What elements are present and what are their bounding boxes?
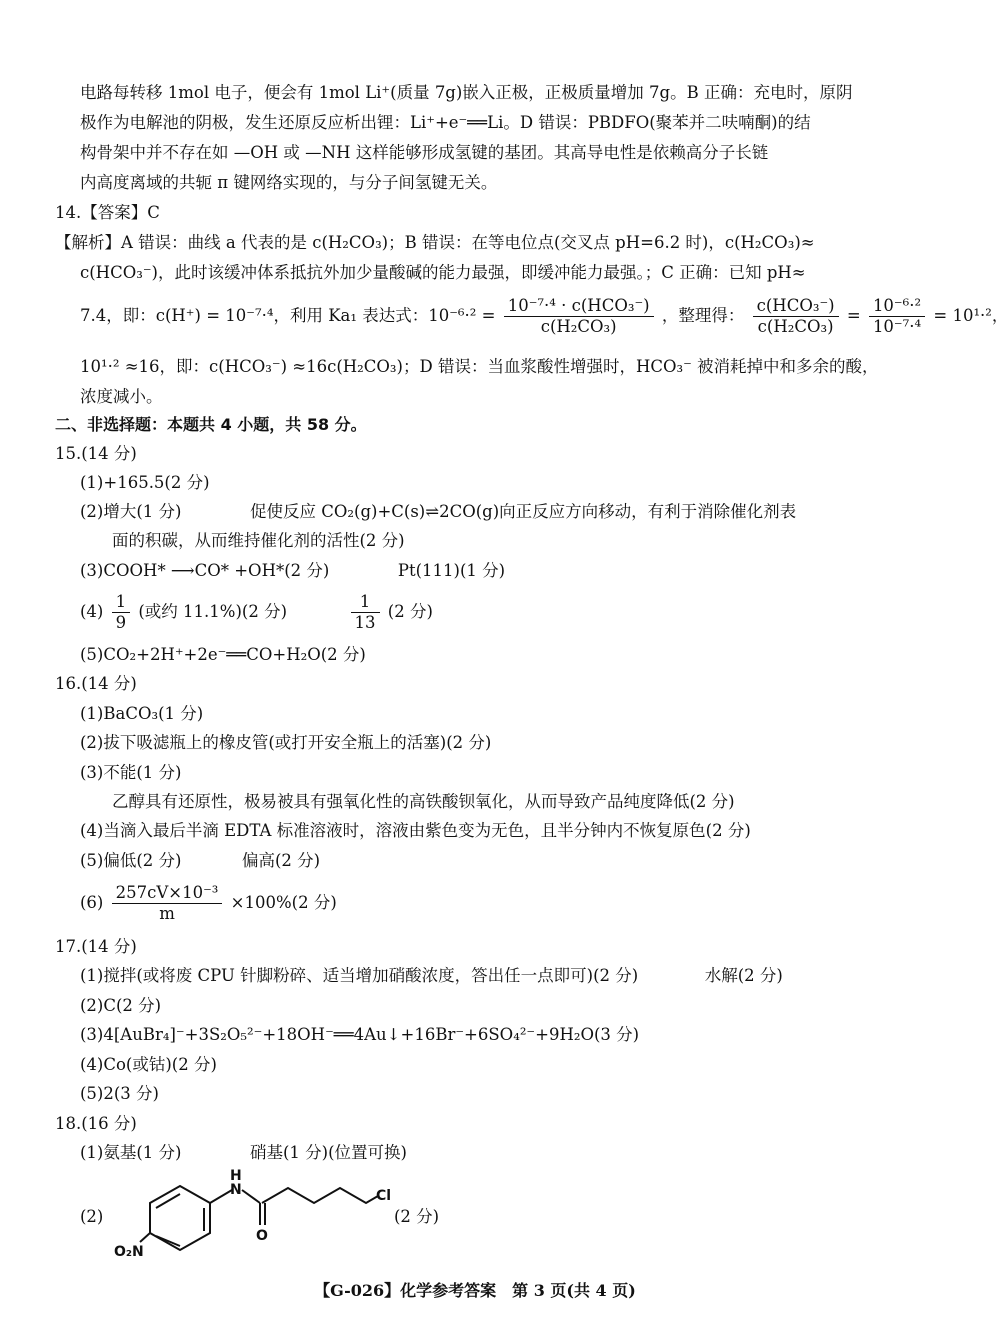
structure-diagram xyxy=(110,1170,410,1260)
q14-line-2: c(HCO₃⁻)，此时该缓冲体系抵抗外加少量酸碱的能力最强，即缓冲能力最强。；C 正确：已知 pH≈ xyxy=(80,263,806,282)
q16-part-2: (2)拔下吸滤瓶上的橡皮管(或打开安全瓶上的活塞)(2 分) xyxy=(80,733,492,752)
q15-fraction-1-denominator: 9 xyxy=(115,613,127,632)
q16-part-5-b: 偏高(2 分) xyxy=(242,851,321,870)
atom-n-label: N xyxy=(230,1182,242,1198)
nh-to-carbonyl-bond xyxy=(242,1190,260,1203)
q16-part-6 xyxy=(80,883,337,924)
ring-to-nitro-bond xyxy=(140,1233,150,1242)
ratio-fraction-denominator: c(H₂CO₃) xyxy=(757,317,834,336)
q15-part-4 xyxy=(80,592,433,633)
q17-part-1 xyxy=(80,965,783,987)
q18-part-1 xyxy=(80,1142,407,1164)
q14-line-3-c: = xyxy=(846,306,861,325)
atom-h-label: H xyxy=(230,1168,242,1184)
purity-fraction-denominator: m xyxy=(159,904,175,923)
q14-line-4: 10¹·² ≈16，即：c(HCO₃⁻) ≈16c(H₂CO₃)；D 错误：当血浆酸性增强时，HCO₃⁻ 被消耗掉中和多余的酸， xyxy=(80,357,879,376)
atom-o-label: O xyxy=(256,1228,268,1244)
q13-line-4: 内高度离域的共轭 π 键网络实现的，与分子间氢键无关。 xyxy=(80,173,498,192)
q17-header: 17.(14 分) xyxy=(55,937,137,956)
q15-fraction-2-numerator: 1 xyxy=(351,592,380,613)
q17-part-3: (3)4[AuBr₄]⁻+3S₂O₅²⁻+18OH⁻══4Au↓+16Br⁻+6SO₄²⁻+9H₂O(3 分) xyxy=(80,1025,640,1044)
q15-part-2-a: (2)增大(1 分) xyxy=(80,502,182,521)
q17-part-2: (2)C(2 分) xyxy=(80,996,162,1015)
q17-part-4: (4)Co(或钴)(2 分) xyxy=(80,1055,217,1074)
q17-part-1-a: (1)搅拌(或将废 CPU 针脚粉碎、适当增加硝酸浓度，答出任一点即可)(2 分) xyxy=(80,966,639,985)
q15-part-3 xyxy=(80,560,505,582)
q15-part-4-prefix: (4) xyxy=(80,602,104,621)
q15-fraction-2 xyxy=(351,592,380,633)
q13-line-1: 电路每转移 1mol 电子，便会有 1mol Li⁺(质量 7g)嵌入正极，正极质量增加 7g。B 正确：充电时，原阴 xyxy=(80,83,853,102)
ring-to-nh-bond xyxy=(210,1190,232,1203)
q13-line-2: 极作为电解池的阴极，发生还原反应析出锂：Li⁺+e⁻══Li。D 错误：PBDFO(聚苯并二呋喃酮)的结 xyxy=(80,113,811,132)
q15-part-2 xyxy=(80,501,796,523)
q16-part-6-prefix: (6) xyxy=(80,893,104,912)
q16-part-6-end: ×100%(2 分) xyxy=(230,893,337,912)
q15-part-2-c: 面的积碳，从而维持催化剂的活性(2 分) xyxy=(112,531,405,550)
nitro-group-label: O₂N xyxy=(114,1244,144,1260)
q15-header: 15.(14 分) xyxy=(55,444,137,463)
ka1-fraction-denominator: c(H₂CO₃) xyxy=(540,317,617,336)
q15-part-4-mid: (或约 11.1%)(2 分) xyxy=(138,602,288,621)
q16-part-5 xyxy=(80,850,320,872)
power-fraction-numerator: 10⁻⁶·² xyxy=(869,296,925,317)
q14-line-3 xyxy=(80,296,1008,337)
q15-fraction-1-numerator: 1 xyxy=(112,592,131,613)
q14-line-3-d: = 10¹·²， xyxy=(933,306,1008,325)
q15-fraction-2-denominator: 13 xyxy=(354,613,376,632)
q18-part-1-b: 硝基(1 分)(位置可换) xyxy=(250,1143,407,1162)
q15-part-3-a: (3)COOH* ⟶CO* +OH*(2 分) xyxy=(80,561,330,580)
alkyl-chain xyxy=(262,1188,378,1203)
q14-line-3-a: 7.4，即：c(H⁺) = 10⁻⁷·⁴，利用 Ka₁ 表达式：10⁻⁶·² = xyxy=(80,306,496,325)
q14-line-5: 浓度减小。 xyxy=(80,387,163,406)
q16-part-3-a: (3)不能(1 分) xyxy=(80,763,182,782)
q13-line-3: 构骨架中并不存在如 —OH 或 —NH 这样能够形成氢键的基团。其高导电性是依赖高分子长链 xyxy=(80,143,769,162)
page-footer: 【G-026】化学参考答案 第 3 页(共 4 页) xyxy=(314,1281,636,1300)
ka1-fraction-numerator: 10⁻⁷·⁴ · c(HCO₃⁻) xyxy=(504,296,654,317)
q15-part-3-b: Pt(111)(1 分) xyxy=(397,561,506,580)
q18-part-2-prefix: (2) xyxy=(80,1207,104,1226)
q17-part-5: (5)2(3 分) xyxy=(80,1084,159,1103)
q17-part-1-b: 水解(2 分) xyxy=(704,966,783,985)
benzene-ring xyxy=(150,1186,210,1250)
purity-fraction xyxy=(112,883,223,924)
q16-part-3-b: 乙醇具有还原性，极易被具有强氧化性的高铁酸钡氧化，从而导致产品纯度降低(2 分) xyxy=(112,792,735,811)
ratio-fraction-numerator: c(HCO₃⁻) xyxy=(753,296,839,317)
q15-part-4-end: (2 分) xyxy=(387,602,433,621)
power-fraction-denominator: 10⁻⁷·⁴ xyxy=(872,317,922,336)
q14-line-3-b: ，整理得： xyxy=(661,306,745,325)
q14-answer: 14.【答案】C xyxy=(55,203,160,222)
q15-part-2-b: 促使反应 CO₂(g)+C(s)⇌2CO(g)向正反应方向移动，有利于消除催化剂表 xyxy=(250,502,797,521)
q15-fraction-1 xyxy=(112,592,131,633)
q18-header: 18.(16 分) xyxy=(55,1114,137,1133)
ring-double-bond-3 xyxy=(156,1236,180,1246)
power-fraction xyxy=(869,296,925,337)
q14-line-1: 【解析】A 错误：曲线 a 代表的是 c(H₂CO₃)；B 错误：在等电位点(交叉点 pH=6.2 时)，c(H₂CO₃)≈ xyxy=(55,233,815,252)
q15-part-1: (1)+165.5(2 分) xyxy=(80,473,210,492)
q16-header: 16.(14 分) xyxy=(55,674,137,693)
atom-cl-label: Cl xyxy=(376,1188,392,1204)
ratio-fraction xyxy=(753,296,839,337)
section-2-heading: 二、非选择题：本题共 4 小题，共 58 分。 xyxy=(55,415,367,434)
q16-part-4: (4)当滴入最后半滴 EDTA 标准溶液时，溶液由紫色变为无色，且半分钟内不恢复原色(2 分) xyxy=(80,821,751,840)
q18-part-2-score: (2 分) xyxy=(394,1207,440,1226)
q16-part-1: (1)BaCO₃(1 分) xyxy=(80,704,204,723)
q16-part-5-a: (5)偏低(2 分) xyxy=(80,851,182,870)
q18-part-1-a: (1)氨基(1 分) xyxy=(80,1143,182,1162)
ka1-fraction xyxy=(504,296,654,337)
ring-double-bond-1 xyxy=(156,1194,180,1208)
purity-fraction-numerator: 257cV×10⁻³ xyxy=(112,883,223,904)
q15-part-5: (5)CO₂+2H⁺+2e⁻══CO+H₂O(2 分) xyxy=(80,645,366,664)
